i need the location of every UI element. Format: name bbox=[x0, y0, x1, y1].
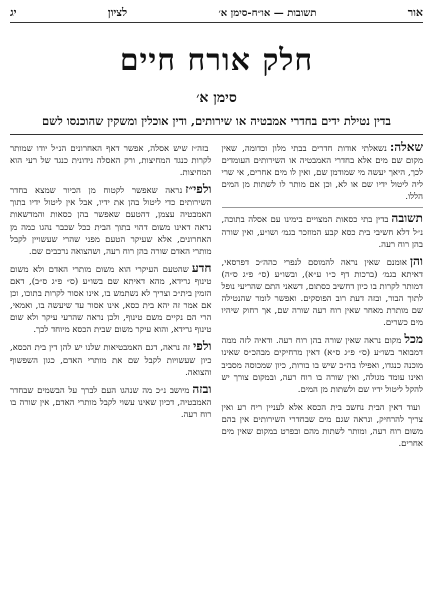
paragraph-lead: תשובה bbox=[391, 211, 423, 226]
paragraph bbox=[222, 255, 424, 330]
paragraph-text: ועוד דאין הבית נחשב בית הכסא אלא לעניין ריח רע ואין צריך להרחיק, ונראה שגם מים שבחדרי השירותים אין בהם משום רוח רעה, ומותר לשתות מהם ובפרט במקום שאין מים אחרים. bbox=[221, 402, 423, 450]
header-right-word: אור bbox=[407, 6, 423, 19]
paragraph bbox=[222, 212, 424, 250]
paragraph bbox=[10, 262, 212, 337]
text-columns bbox=[10, 141, 423, 454]
paragraph-text: בדין בתי כסאות המצויים בימינו עם אסלה בתוכה, נ״ל דלא חשיבי בית כסא קבע המוזכר בגמ׳ ושו״ע, ואין שורה בהן רוח רעה. bbox=[221, 215, 423, 250]
siman-heading: סימן א׳ bbox=[196, 90, 237, 106]
paragraph bbox=[10, 141, 212, 179]
siman-subject: בדין נטילת ידים בחדרי אמבטיה או שירותים, ודין אוכלין ומשקין שהוכנסו לשם bbox=[10, 111, 423, 135]
right-column bbox=[222, 141, 424, 454]
paragraph-lead: מכל bbox=[404, 332, 423, 347]
paragraph-text: זה נראה, דגם האמבטיאות שלנו יש להן דין בית הכסא, כיון שעשויות לקבל שם את מותרי האדם, כגון השפשוף והצואה. bbox=[10, 343, 212, 378]
paragraph-text: מקום נראה שאין שורה בהן רוח רעה. ודאיה לזה ממה דמבואר בשו״ע (ס״ פ״ג ס״א) דאין מרחיקים מבהכ״ס שאינו מוכנה כנגדו, ואפילו בה״כ שיש בו בורות, כיון שמכוסה מסביב ואינו עומד מגולה, ואין שורה בו רוח רעה, ובמקום צורך יש להקל ליטול ידיו שם ולשתות מן המים. bbox=[221, 336, 423, 395]
paragraph-lead: ולפי״ז bbox=[185, 182, 212, 197]
paragraph bbox=[222, 400, 424, 450]
divider bbox=[222, 207, 424, 208]
header-center-text: תשובות — או״ח-סימן א׳ bbox=[218, 8, 317, 19]
paragraph-text: מיושב נ״כ מה שנהגו העם לברך על הבשמים שבחדר האמבטיה, דכיון שאינו עשוי לקבל מותרי האדם, אין שורה בו רוח רעה. bbox=[10, 385, 212, 420]
paragraph-text: בזה״ז שיש אסלה, אפשר דאף האחרונים הנ״ל יודו שמותר לקרות כנגד המחיצות, ורק האסלה נידונית כנגד של רעי הוא המחיצות. bbox=[10, 144, 212, 179]
paragraph bbox=[10, 383, 212, 421]
paragraph-lead: ובזה bbox=[192, 381, 212, 396]
left-column bbox=[10, 141, 212, 454]
paragraph bbox=[222, 141, 424, 203]
paragraph-lead: והן bbox=[409, 253, 423, 268]
paragraph-lead: חדע bbox=[191, 260, 212, 275]
paragraph bbox=[10, 340, 212, 378]
paragraph-text: שהטעם העיקרי הוא משום מותרי האדם ולא משום טינוף גרידא, מהא דאיתא שם בשו״ע (ס״ פ״ג ס״ב), דאם הזמין בית״כ וצריך לא נשתמש בו, אינו אסור לקרות בתוכו, וכן אם אמר זה יהא בית כסא, אינו אסור עד שיעשה בו, ואמאי, הרי הם נקיים משם טינוף, ולכן נראה שהרעי עיקר ולא שום טינוף גרידא, והוא עיקר משום שבית הכסא מיוחד לכך. bbox=[10, 264, 212, 336]
paragraph-lead: ולפי bbox=[193, 339, 212, 354]
paragraph bbox=[10, 183, 212, 258]
running-header bbox=[10, 6, 423, 23]
paragraph-lead: שאלה: bbox=[389, 140, 423, 154]
section-title: חלק אורח חיים bbox=[119, 43, 314, 78]
paragraph-text: אומנם שאין נראה להמוסם לנפרי כהה״כ דפרסאי, דאיתא בגמ׳ (ברכות דף כ״ו ע״א), ובשו״ע (ס״ פ״ג ס״ה) דמותר לקרות בו כיון דחשיב כסתום, דשאני התם שהריעי נופל לתוך הבור, ובזה דעת רוב הפוסקים. ואפשר לומר שהנטילה שם מותרת מאחר שאין רוח רעה שורה שם, אך רחוק שיהיו מים כשרים. bbox=[221, 257, 423, 329]
paragraph-text: נשאלתי אודות חדרים בבתי מלון וכדומה, שאין מקום שם מים אלא בחדרי האמבטיה או השירותים העומדים לכך, היאך יעשה מי שמודמן שם, ואין לו מים אחרים, אי שרי ליה ליטול ידיו שם או לא, וכן אם מותר לו לשתות מן המים הללו. bbox=[221, 144, 423, 203]
paragraph-text: נראה שאפשר לקטוח מן הכיור שמצא בחדר השירותים כדי ליטול בהן את ידיו, אבל אין ליטול ידיו בתוך האמבטיה עצמן, דהטעם שאפשר בהן כסאות והמדשאות נראה דאינו משום דהוי בתוך הבית ככל שכבר נהגו כמה מן האחרונים, אלא שעיקר הטעם מפני שהרי שעשויין לקבל מותרי האדם שורה בהן רוח רעה, ושהצואה נרכבים שם. bbox=[10, 186, 212, 257]
header-left-word: לציון bbox=[107, 6, 128, 19]
paragraph bbox=[222, 333, 424, 395]
page-number: יג bbox=[10, 6, 17, 19]
